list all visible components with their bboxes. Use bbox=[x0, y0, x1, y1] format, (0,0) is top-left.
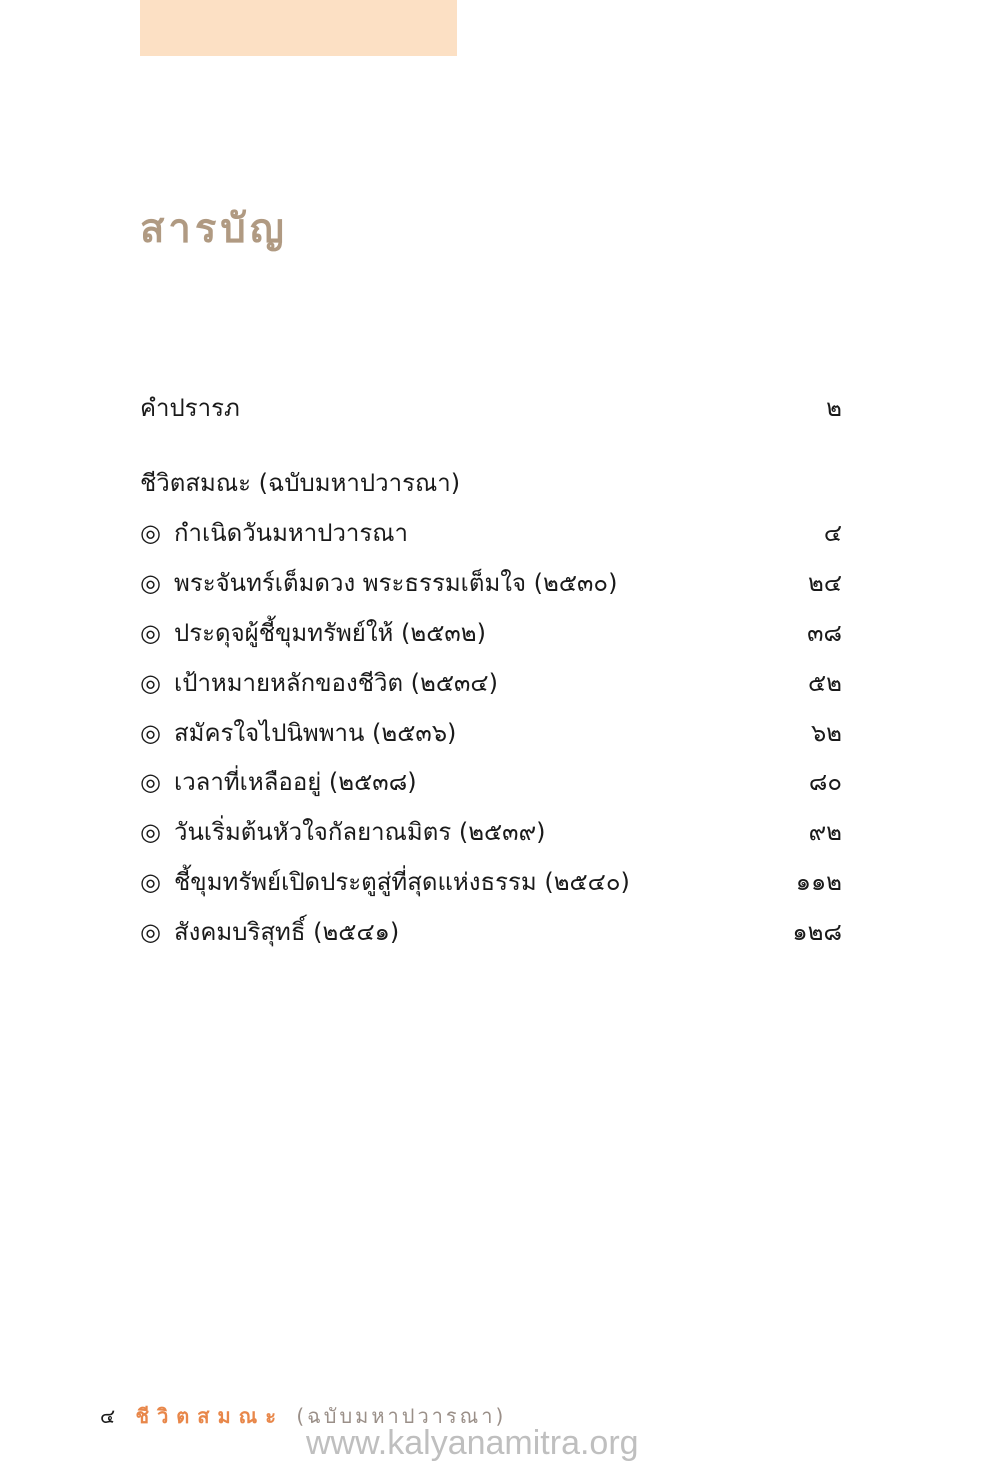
toc-entry-page: ๘๐ bbox=[808, 768, 842, 796]
watermark-url: www.kalyanamitra.org bbox=[306, 1424, 639, 1462]
toc-preface-page: ๒ bbox=[826, 394, 842, 422]
toc-entry[interactable] bbox=[140, 762, 842, 802]
toc-entry-page: ๕๒ bbox=[808, 669, 842, 697]
bullet-icon: ◎ bbox=[140, 619, 161, 647]
toc-entry-label: สมัครใจไปนิพพาน (๒๕๓๖) bbox=[174, 719, 457, 747]
footer-page-number: ๔ bbox=[100, 1404, 116, 1428]
toc-entry[interactable] bbox=[140, 812, 842, 852]
bullet-icon: ◎ bbox=[140, 669, 161, 697]
toc-entry-label: ประดุจผู้ชี้ขุมทรัพย์ให้ (๒๕๓๒) bbox=[174, 619, 486, 647]
bullet-icon: ◎ bbox=[140, 918, 161, 946]
toc-entry[interactable] bbox=[140, 513, 842, 553]
toc-entry[interactable] bbox=[140, 862, 842, 902]
toc-entry-page: ๓๘ bbox=[807, 619, 842, 647]
toc-entry-page: ๙๒ bbox=[808, 818, 842, 846]
toc-entry-label: พระจันทร์เต็มดวง พระธรรมเต็มใจ (๒๕๓๐) bbox=[174, 569, 618, 597]
bullet-icon: ◎ bbox=[140, 569, 161, 597]
toc-preface[interactable] bbox=[140, 388, 842, 428]
toc-entry[interactable] bbox=[140, 663, 842, 703]
toc-section-heading-label: ชีวิตสมณะ (ฉบับมหาปวารณา) bbox=[140, 469, 461, 497]
toc-entry-page: ๖๒ bbox=[810, 719, 842, 747]
bullet-icon: ◎ bbox=[140, 719, 161, 747]
toc-entry-page: ๒๔ bbox=[808, 569, 842, 597]
page-title: สารบัญ bbox=[140, 206, 288, 252]
toc-entry-page: ๔ bbox=[823, 519, 842, 547]
toc-entry-label: สังคมบริสุทธิ์ (๒๕๔๑) bbox=[174, 918, 400, 946]
bullet-icon: ◎ bbox=[140, 768, 161, 796]
bullet-icon: ◎ bbox=[140, 818, 161, 846]
toc-entry-label: ชี้ขุมทรัพย์เปิดประตูสู่ที่สุดแห่งธรรม (๒๕๔๐) bbox=[174, 868, 630, 896]
footer-book-title: ชีวิตสมณะ bbox=[135, 1404, 284, 1428]
toc-entry-page: ๑๒๘ bbox=[792, 918, 842, 946]
toc-preface-label: คำปรารภ bbox=[140, 394, 240, 422]
toc-section-heading bbox=[140, 463, 842, 503]
toc-entry-label: เป้าหมายหลักของชีวิต (๒๕๓๔) bbox=[174, 669, 498, 697]
bullet-icon: ◎ bbox=[140, 868, 161, 896]
toc-entry-page: ๑๑๒ bbox=[795, 868, 842, 896]
top-color-band bbox=[140, 0, 457, 56]
toc-entry-label: เวลาที่เหลืออยู่ (๒๕๓๘) bbox=[174, 768, 417, 796]
toc-entry-label: วันเริ่มต้นหัวใจกัลยาณมิตร (๒๕๓๙) bbox=[174, 818, 546, 846]
toc-entry[interactable] bbox=[140, 912, 842, 952]
footer-edition: (ฉบับมหาปวารณา) bbox=[296, 1404, 507, 1428]
toc-entry[interactable] bbox=[140, 713, 842, 753]
bullet-icon: ◎ bbox=[140, 519, 161, 547]
toc-entry[interactable] bbox=[140, 563, 842, 603]
toc-entry[interactable] bbox=[140, 613, 842, 653]
toc-entry-label: กำเนิดวันมหาปวารณา bbox=[174, 519, 409, 547]
